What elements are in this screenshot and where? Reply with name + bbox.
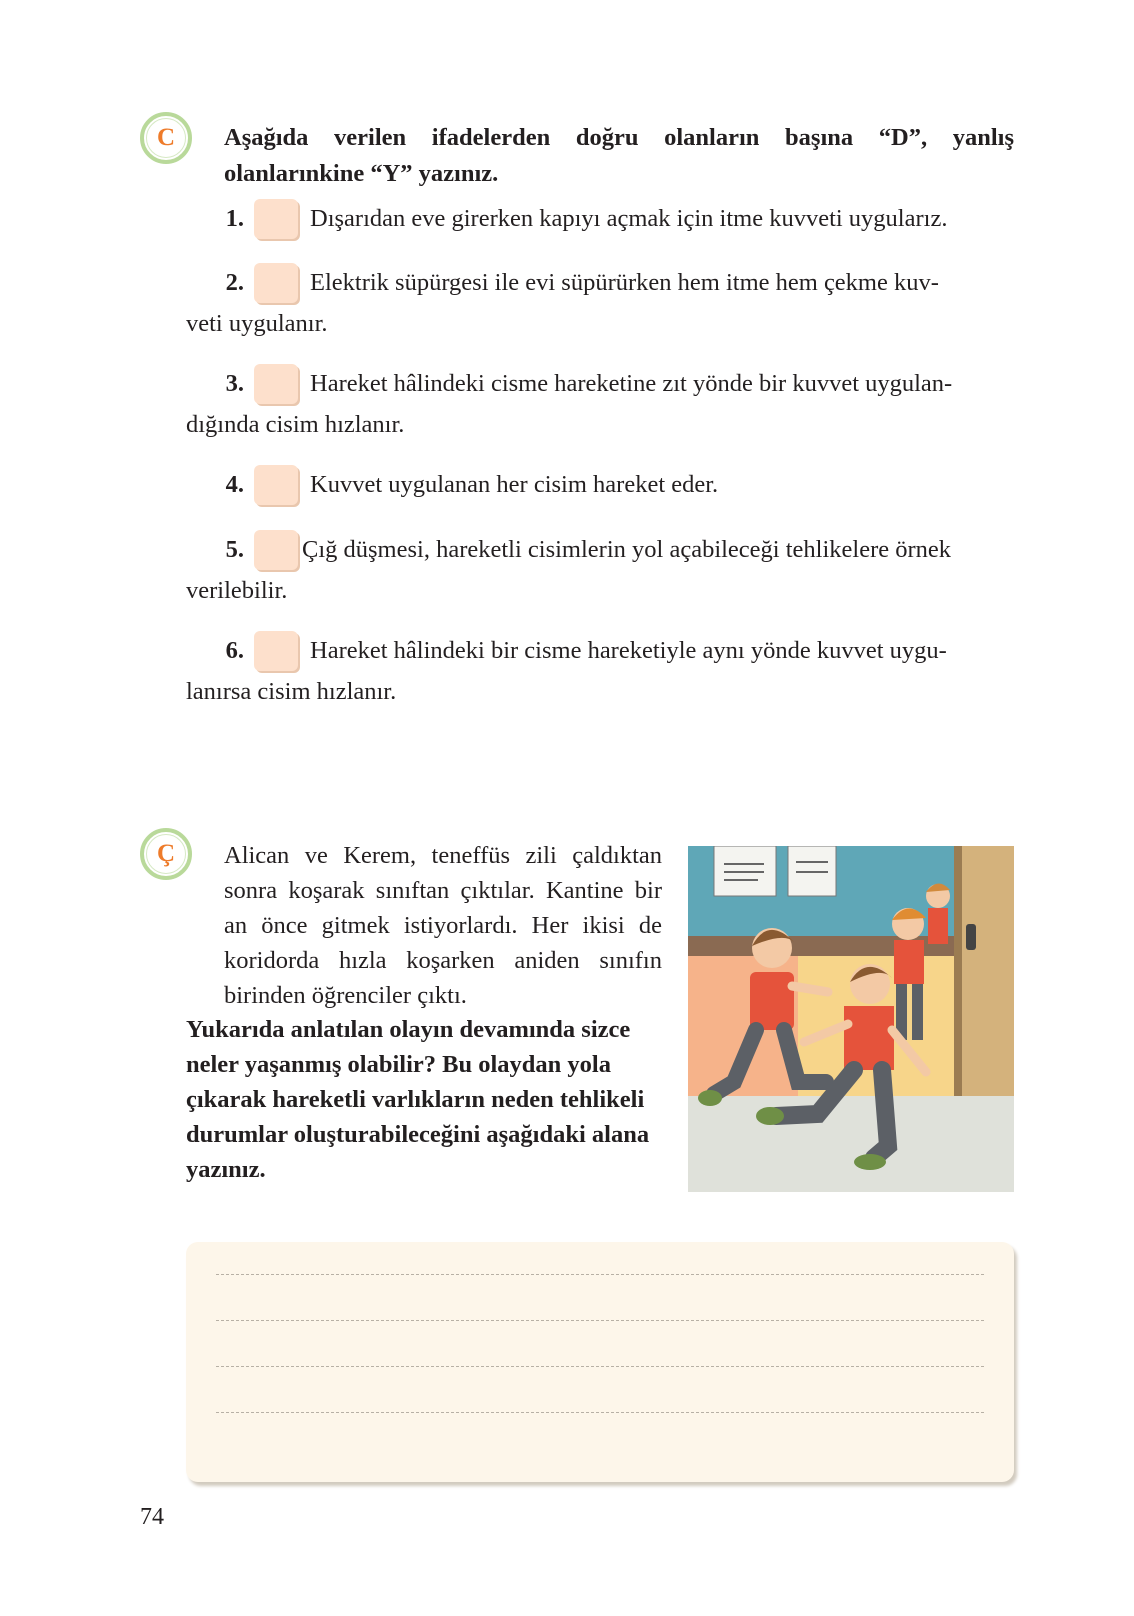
answer-box-6[interactable] [254, 631, 298, 671]
item-statement-continued: verilebilir. [186, 577, 288, 604]
answer-box-2[interactable] [254, 263, 298, 303]
answer-box-3[interactable] [254, 364, 298, 404]
item-statement-continued: veti uygulanır. [186, 310, 328, 337]
page-number: 74 [140, 1504, 164, 1530]
answer-line[interactable] [216, 1320, 984, 1321]
item-statement: Hareket hâlindeki bir cisme hareketiyle aynı yönde kuvvet uygu- [310, 637, 947, 664]
item-number: 6. [225, 637, 244, 664]
writing-area[interactable] [186, 1242, 1014, 1482]
list-item [186, 462, 1014, 508]
item-statement-continued: lanırsa cisim hızlanır. [186, 678, 397, 705]
item-statement: Kuvvet uygulanan her cisim hareket eder. [310, 471, 719, 498]
list-item [186, 361, 1014, 443]
list-item [186, 196, 1014, 242]
section-c-instruction: Aşağıda verilen ifadelerden doğru olanların başına “D”, yanlış olanlarınkine “Y” yazınız. [224, 124, 1014, 187]
item-statement: Hareket hâlindeki cisme hareketine zıt yönde bir kuvvet uygulan- [310, 370, 953, 397]
answer-line[interactable] [216, 1366, 984, 1367]
item-number: 1. [225, 205, 244, 232]
item-number: 4. [225, 471, 244, 498]
section-cc-letter: Ç [146, 834, 186, 874]
item-statement: Elektrik süpürgesi ile evi süpürürken hem itme hem çekme kuv- [310, 269, 939, 296]
answer-box-1[interactable] [254, 199, 298, 239]
item-statement: Çığ düşmesi, hareketli cisimlerin yol açabileceği tehlikelere örnek [302, 536, 952, 563]
list-item [186, 260, 1014, 342]
answer-box-4[interactable] [254, 465, 298, 505]
answer-box-5[interactable] [254, 530, 298, 570]
question-paragraph: Yukarıda anlatılan olayın devamında sizce neler yaşanmış olabilir? Bu olaydan yola çıkarak hareketli varlıkların neden tehlikeli durumlar oluşturabileceğini aşağıdaki alana yazınız. [186, 1016, 650, 1183]
story-paragraph: Alican ve Kerem, teneffüs zili çaldıktan sonra koşarak sınıftan çıktılar. Kantine bir an önce gitmek istiyorlardı. Her ikisi de koridorda hızla koşarken aniden sınıfın birinden öğrenciler çıktı. [224, 842, 662, 1009]
section-c-letter: C [146, 118, 186, 158]
item-number: 5. [225, 536, 244, 563]
answer-line[interactable] [216, 1412, 984, 1413]
answer-line[interactable] [216, 1274, 984, 1275]
list-item [186, 628, 1014, 710]
section-cc-badge [140, 828, 192, 880]
item-statement: Dışarıdan eve girerken kapıyı açmak için itme kuvveti uygularız. [310, 205, 948, 232]
list-item [186, 527, 1014, 609]
students-running-illustration [688, 846, 1014, 1192]
item-number: 3. [225, 370, 244, 397]
item-statement-continued: dığında cisim hızlanır. [186, 411, 405, 438]
item-number: 2. [225, 269, 244, 296]
section-c-badge [140, 112, 192, 164]
